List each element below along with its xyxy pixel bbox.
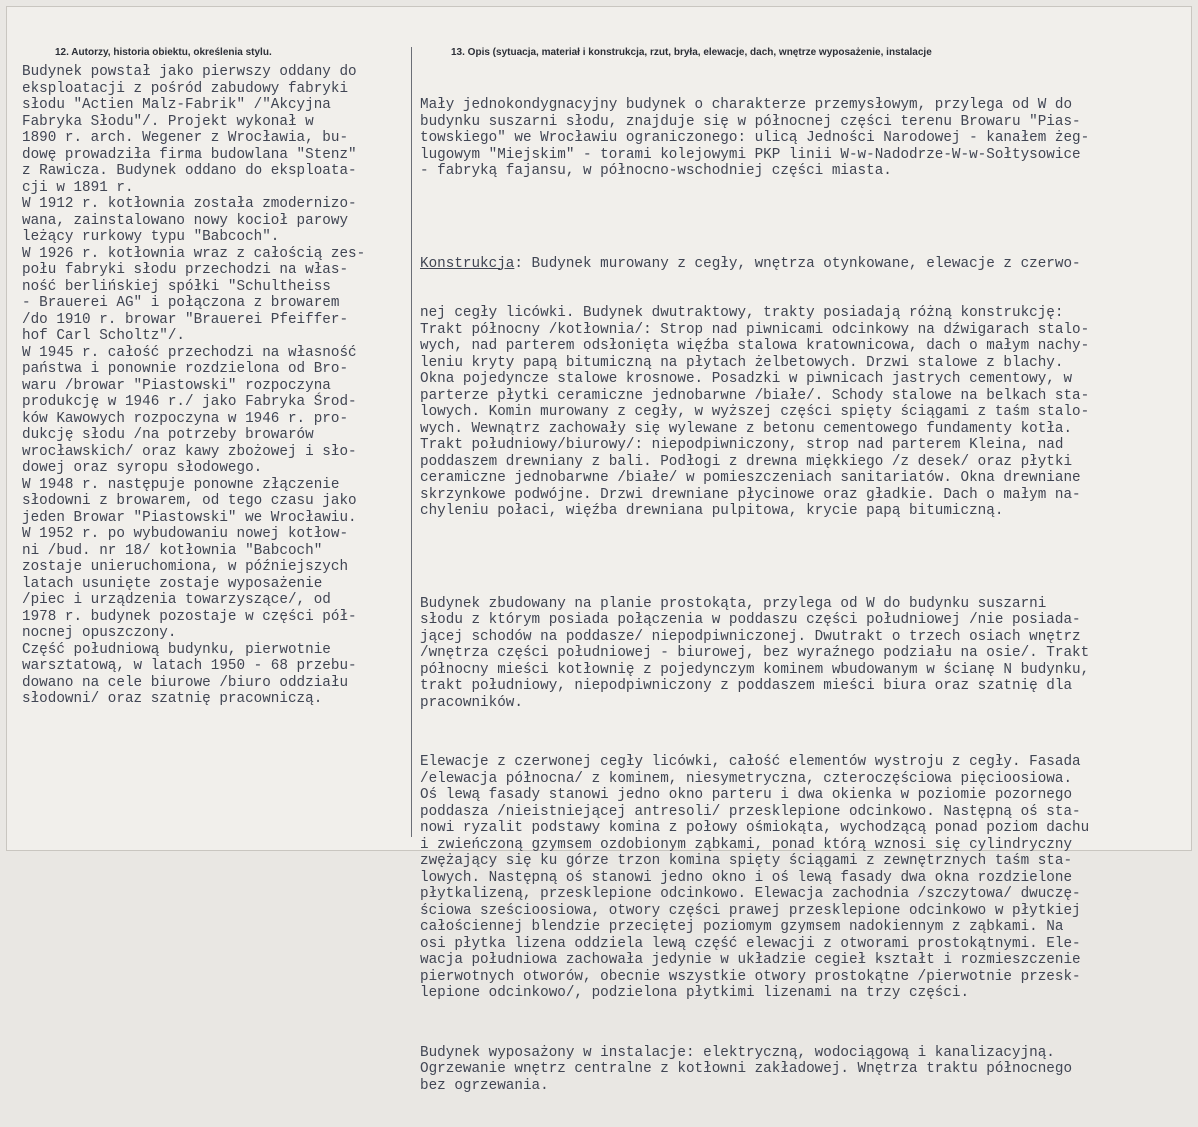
description-text <box>420 64 1190 1127</box>
text-line: nowi ryzalit podstawy komina z połowy ośmiokąta, wychodzącą ponad poziom dachu <box>420 820 1090 836</box>
construction-first-line: : Budynek murowany z cegły, wnętrza otynkowane, elewacje z czerwo- <box>514 255 1081 272</box>
text-line: /piec i urządzenia towarzyszące/, od <box>22 592 331 608</box>
section-13-header: 13. Opis (sytuacja, materiał i konstrukcja, rzut, bryła, elewacje, dach, wnętrze wyposażenie, instalacje <box>451 47 932 58</box>
text-line: zostaje unieruchomiona, w późniejszych <box>22 559 349 575</box>
text-line: Budynek powstał jako pierwszy oddany do <box>22 64 357 80</box>
text-line: bez ogrzewania. <box>420 1077 549 1094</box>
text-line: latach usunięte zostaje wyposażenie <box>22 575 323 592</box>
text-line: 1890 r. arch. Wegener z Wrocławia, bu- <box>22 130 349 146</box>
text-line: produkcję w 1946 r./ jako Fabryka Środ- <box>22 394 357 410</box>
text-line: chyleniu połaci, więźba drewniana pulpitowa, krycie papą bitumiczną. <box>420 503 1004 519</box>
text-line <box>420 256 1190 273</box>
section-12-header: 12. Autorzy, historia obiektu, określenia stylu. <box>55 47 272 58</box>
text-line: płytkalizeną, przesklepione odcinkowo. Elewacja zachodnia /szczytowa/ dwuczę- <box>420 886 1081 902</box>
text-line: poddaszem drewniany z bali. Podłogi z drewna miękkiego /z desek/ oraz płytki <box>420 453 1073 470</box>
text-line: słodowni z browarem, od tego czasu jako <box>22 493 357 509</box>
text-line: północny mieści kotłownię z pojedynczym kominem wbudowanym w ścianę N budynku, <box>420 661 1090 678</box>
text-line: Fabryka Słodu"/. Projekt wykonał w <box>22 113 314 130</box>
text-line: słodu z którym posiada połączenia w poddaszu części południowej /nie posiada- <box>420 612 1081 628</box>
text-line: słodu "Actien Malz-Fabrik" /"Akcyjna <box>22 97 331 113</box>
text-line: wana, zainstalowano nowy kocioł parowy <box>22 212 349 229</box>
text-line: 1978 r. budynek pozostaje w części pół- <box>22 608 357 625</box>
construction-label: Konstrukcja <box>420 255 515 272</box>
text-line: Oś lewą fasady stanowi jedno okno parteru i dwa okienka w poziomie pozornego <box>420 787 1073 803</box>
text-line: nocnej opuszczony. <box>22 625 177 641</box>
text-line: lugowym "Miejskim" - torami kolejowymi PKP linii W-w-Nadodrze-W-w-Sołtysowice <box>420 146 1081 163</box>
text-line: lepione odcinkowo/, podzielona płytkimi lizenami na trzy części. <box>420 985 970 1001</box>
text-line: jącej schodów na poddasze/ niepodpiwniczonej. Dwutrakt o trzech osiach wnętrz <box>420 628 1081 645</box>
text-line: Budynek wyposażony w instalacje: elektryczną, wodociągową i kanalizacyjną. <box>420 1044 1055 1061</box>
text-line: dowę prowadziła firma budowlana "Stenz" <box>22 146 357 163</box>
text-line: ceramiczne jednobarwne /białe/ w pomieszczeniach sanitariatów. Okna drewniane <box>420 470 1081 486</box>
text-line: ków Kawowych rozpoczyna w 1946 r. pro- <box>22 410 349 427</box>
text-line: Trakt północny /kotłownia/: Strop nad piwnicami odcinkowy na dźwigarach stalo- <box>420 321 1090 338</box>
paragraph-plan <box>420 596 1190 712</box>
text-line: cji w 1891 r. <box>22 179 134 196</box>
text-line: wacja południowa zachowała jedynie w układzie cegieł kształt i rozmieszczenie <box>420 952 1081 968</box>
text-line: dowano na cele biurowe /biuro oddziału <box>22 674 349 691</box>
text-line: wrocławskich/ oraz kawy zbożowej i sło- <box>22 443 357 460</box>
text-line: hof Carl Scholtz"/. <box>22 328 186 344</box>
text-line: trakt południowy, niepodpiwniczony z poddaszem mieści biura oraz szatnię dla <box>420 678 1073 694</box>
text-line: W 1945 r. całość przechodzi na własność <box>22 344 357 361</box>
text-line: lowych. Komin murowany z cegły, w wyższej części spięty ściągami z taśm stalo- <box>420 404 1090 420</box>
text-line: wych. Wewnątrz zachowały się wylewane z betonu cementowego fundamenty kotła. <box>420 420 1073 437</box>
text-line: Trakt południowy/biurowy/: niepodpiwniczony, strop nad parterem Kleina, nad <box>420 437 1064 453</box>
text-line: pierwotnych otworów, obecnie wszystkie otwory prostokątne /pierwotnie przesk- <box>420 968 1081 985</box>
text-line: Ogrzewanie wnętrz centralne z kotłowni zakładowej. Wnętrza traktu północnego <box>420 1061 1073 1077</box>
paragraph-construction <box>420 223 1190 553</box>
construction-lines <box>420 305 1190 520</box>
text-line: Budynek zbudowany na planie prostokąta, przylega od W do budynku suszarni <box>420 595 1047 612</box>
text-line: ność berlińskiej spółki "Schultheiss <box>22 278 331 295</box>
text-line: z Rawicza. Budynek oddano do eksploata- <box>22 163 357 179</box>
document-card <box>6 6 1192 1094</box>
text-line: W 1912 r. kotłownia została zmodernizo- <box>22 196 357 212</box>
text-line: połu fabryki słodu przechodzi na włas- <box>22 262 349 278</box>
text-line: jeden Browar "Piastowski" we Wrocławiu. <box>22 509 357 526</box>
text-line: - fabryką fajansu, w północno-wschodniej części miasta. <box>420 163 892 179</box>
text-line: W 1926 r. kotłownia wraz z całością zes- <box>22 245 366 262</box>
text-line: dowej oraz syropu słodowego. <box>22 460 263 476</box>
paragraph-installations <box>420 1045 1190 1095</box>
text-line: ściowa sześcioosiowa, otwory części prawej przesklepione odcinkowo w płytkiej <box>420 902 1081 919</box>
text-line: pracowników. <box>420 694 523 711</box>
text-line: poddasza /nieistniejącej antresoli/ przesklepione odcinkowo. Następną oś sta- <box>420 803 1081 820</box>
text-line: leniu kryty papą bitumiczną na płytach żelbetowych. Drzwi stalowe z blachy. <box>420 354 1064 371</box>
text-line: zwężający się ku górze trzon komina spięty ściągami z zewnętrznych taśm sta- <box>420 853 1073 869</box>
text-line: eksploatacji z pośród zabudowy fabryki <box>22 80 349 97</box>
text-line: /wnętrza części południowej - biurowej, bez wyraźnego podziału na osie/. Trakt <box>420 645 1090 661</box>
text-line: towskiego" we Wrocławiu ograniczonego: ulicą Jedności Narodowej - kanałem żeg- <box>420 130 1090 146</box>
text-line: osi płytka lizena oddziela lewą część elewacji z otworami prostokątnymi. Ele- <box>420 935 1081 952</box>
text-line: waru /browar "Piastowski" rozpoczyna <box>22 377 331 394</box>
text-line: dukcję słodu /na potrzeby browarów <box>22 427 314 443</box>
text-line: /elewacja północna/ z kominem, niesymetryczna, czteroczęściowa pięcioosiowa. <box>420 770 1073 787</box>
text-line: warsztatową, w latach 1950 - 68 przebu- <box>22 658 357 674</box>
column-divider <box>411 47 412 837</box>
text-line: skrzynkowe podwójne. Drzwi drewniane płycinowe oraz gładkie. Dach o małym na- <box>420 486 1081 503</box>
text-line: /do 1910 r. browar "Brauerei Pfeiffer- <box>22 311 349 328</box>
text-line: całościennej blendzie przeciętej poziomym gzymsem nadokiennym z ząbkami. Na <box>420 919 1064 935</box>
text-line: W 1952 r. po wybudowaniu nowej kotłow- <box>22 526 349 542</box>
history-text <box>22 64 410 708</box>
text-line: słodowni/ oraz szatnię pracowniczą. <box>22 691 323 707</box>
text-line: Okna pojedyncze stalowe krosnowe. Posadzki w piwnicach jastrych cementowy, w <box>420 371 1073 387</box>
text-line: Mały jednokondygnacyjny budynek o charakterze przemysłowym, przylega od W do <box>420 97 1073 113</box>
text-line: nej cegły licówki. Budynek dwutraktowy, trakty posiadają różną konstrukcję: <box>420 305 1064 321</box>
paragraph-location <box>420 97 1190 180</box>
text-line: ni /bud. nr 18/ kotłownia "Babcoch" <box>22 542 323 559</box>
text-line: i zwieńczoną gzymsem ozdobionym ząbkami, ponad którą wznosi się cylindryczny <box>420 836 1073 853</box>
text-line: leżący rurkowy typu "Babcoch". <box>22 229 280 245</box>
text-line: lowych. Następną oś stanowi jedno okno i oś lewą fasady dwa okna rozdzielone <box>420 869 1073 886</box>
text-line: Część południową budynku, pierwotnie <box>22 641 331 658</box>
paragraph-elevations <box>420 754 1190 1002</box>
text-line: W 1948 r. następuje ponowne złączenie <box>22 476 340 493</box>
text-line: państwa i ponownie rozdzielona od Bro- <box>22 361 349 377</box>
text-line: budynku suszarni słodu, znajduje się w północnej części terenu Browaru "Pias- <box>420 113 1081 130</box>
text-line: parterze płytki ceramiczne jednobarwne /białe/. Schody stalowe na belkach sta- <box>420 387 1090 404</box>
text-line: - Brauerei AG" i połączona z browarem <box>22 295 340 311</box>
text-line: wych, nad parterem odsłonięta więźba stalowa kratownicowa, dach o małym nachy- <box>420 338 1090 354</box>
text-line: Elewacje z czerwonej cegły licówki, całość elementów wystroju z cegły. Fasada <box>420 754 1081 770</box>
